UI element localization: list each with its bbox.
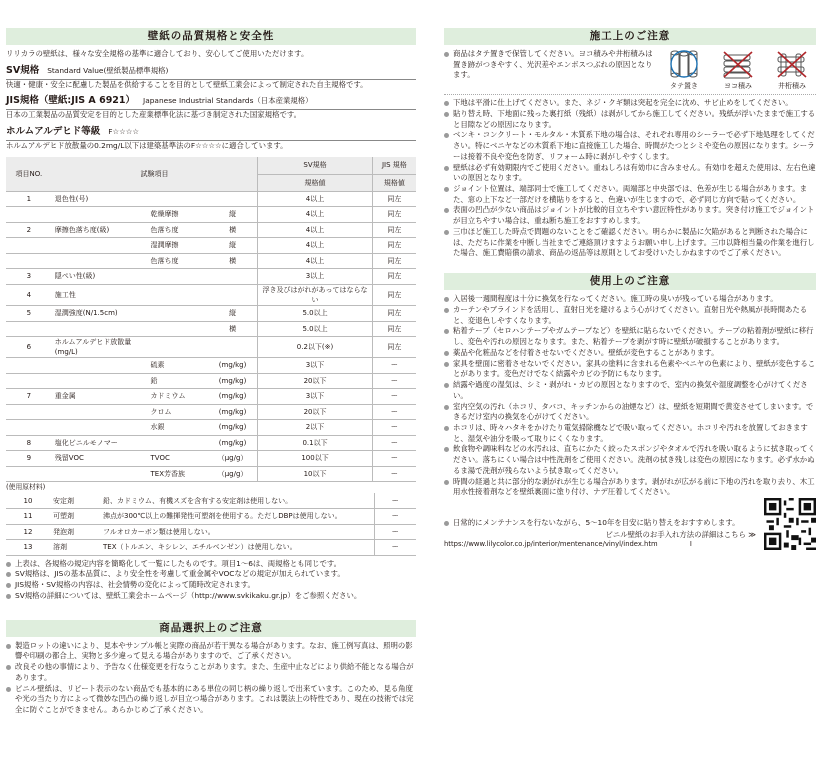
cell-jis: 同左	[372, 306, 416, 322]
materials-table	[6, 493, 416, 556]
table-row	[6, 269, 416, 285]
cell-no	[6, 321, 52, 337]
formaldehyde-heading-label: ホルムアルデヒド等級	[6, 125, 101, 137]
left-column	[6, 28, 416, 716]
note-item: SV規格の詳細については、壁紙工業会ホームページ（http://www.svkikaku.gr.jp）をご参照ください。	[6, 591, 416, 602]
cell-jis: ー	[372, 404, 416, 420]
cell-jis: ー	[374, 509, 416, 525]
header-jis: JIS 規格	[372, 157, 416, 174]
construction-item: ジョイント位置は、端部同士で施工してください。両端部と中央部では、色差が生じる場合があります。また、窓の上下など一部だけを横貼りをすると、色違いが生じますので、必ず同じ方向で貼ってください。	[444, 184, 816, 205]
cell-sub: 水銀	[148, 420, 208, 436]
usage-item: 飲食物や調味料などの水汚れは、直ちにかたく絞ったスポンジやタオルで汚れを吸い取るように拭き取ってください。落ちにくい場合は中性洗剤をご使用ください。洗剤の拭き残しは変色の原因になります。必ず水かぬるま湯で洗剤が残らないよう拭き取ってください。	[444, 444, 816, 476]
cell-sv: 20以下	[258, 373, 372, 389]
construction-item: 三巾ほど施工した時点で問題のないことをご確認ください。明らかに製品に欠陥があると判断された場合には、ただちに作業を中断し当社までご連絡頂けますようお願い申し上げます。三巾以降相当量の作業を進行した場合、施工費賠償の請求、商品の返品等は原則としてお受けいたしかねますのでご了承ください。	[444, 227, 816, 259]
jis-text: 日本の工業製品の品質安定を目的とした産業標準化法に基づき制定された国家規格です。	[6, 110, 302, 119]
cell-jis: ー	[372, 451, 416, 467]
cell-unit: (mg/kg)	[208, 404, 258, 420]
material-row	[6, 540, 416, 556]
cell-jis: 同左	[372, 253, 416, 269]
maintenance-link-url[interactable]: https://www.lilycolor.co.jp/interior/mentenance/vinyl/index.htm	[444, 540, 658, 549]
table-row	[6, 253, 416, 269]
quality-section-title: 壁紙の品質規格と安全性	[6, 28, 416, 45]
maintenance-block	[444, 498, 816, 550]
cell-no: 3	[6, 269, 52, 285]
jis-heading-label: JIS規格（壁紙:JIS A 6921）	[6, 95, 136, 107]
cell-item: 退色性(号)	[52, 191, 148, 207]
cell-sv: 10以下	[258, 466, 372, 482]
cell-item: 発泡剤	[50, 524, 100, 540]
cell-jis: ー	[374, 524, 416, 540]
note-item: 上表は、各規格の規定内容を簡略化して一覧にしたものです。項目1〜6は、両規格とも同じです。	[6, 559, 416, 570]
cell-rule: TEX（トルエン、キシレン、エチルベンゼン）は使用しない。	[100, 540, 374, 556]
cell-item: 残留VOC	[52, 451, 148, 467]
cell-item	[52, 373, 148, 389]
cell-sv: 4以上	[258, 191, 372, 207]
cell-unit: 縦	[208, 238, 258, 254]
cell-jis: ー	[372, 466, 416, 482]
usage-item: 薬品や化粧品などを付着させないでください。壁紙が変色することがあります。	[444, 348, 816, 359]
usage-list	[444, 294, 816, 498]
storage-text: 商品はタテ置きで保管してください。ヨコ積みや井桁積みは置き跡がつきやすく、光沢差やエンボスつぶれの原因となります。	[444, 49, 654, 91]
header-sv: SV規格	[258, 157, 372, 174]
header-item-no: 項目NO.	[6, 157, 52, 191]
cell-sv: 4以上	[258, 238, 372, 254]
cell-item: 湿潤強度(N/1.5cm)	[52, 306, 148, 322]
spec-table-header-row	[6, 157, 416, 174]
construction-item: 下地は平滑に仕上げてください。また、ネジ・クギ類は突起を完全に沈め、サビ止めをしてください。	[444, 98, 816, 109]
selection-section-title: 商品選択上のご注意	[6, 620, 416, 637]
cell-item: ホルムアルデヒド放散量(mg/L)	[52, 337, 148, 358]
cell-item: 重金属	[52, 389, 148, 405]
cell-jis: 同左	[372, 191, 416, 207]
cell-sub	[148, 306, 208, 322]
cell-sv: 5.0以上	[258, 321, 372, 337]
selection-item: 改良その他の事情により、予告なく仕様変更を行なうことがあります。また、生産中止などにより供給不能となる場合があります。	[6, 662, 416, 683]
table-notes	[6, 559, 416, 602]
materials-table-body	[6, 493, 416, 555]
cell-item: 塩化ビニルモノマー	[52, 435, 148, 451]
cell-jis: 同左	[372, 207, 416, 223]
spec-table	[6, 157, 416, 482]
cell-no: 6	[6, 337, 52, 358]
cell-sv: 4以上	[258, 253, 372, 269]
cell-no	[6, 404, 52, 420]
cell-item: 摩擦色落ち度(級)	[52, 222, 148, 238]
intro-text: リリカラの壁紙は、様々な安全規格の基準に適合しており、安心してご使用いただけます。	[6, 49, 309, 58]
horizontal-label: ヨコ積み	[724, 82, 752, 90]
cell-sub	[148, 284, 208, 305]
cell-jis: 同左	[372, 238, 416, 254]
cell-unit: (mg/kg)	[208, 358, 258, 374]
sv-heading-label: SV規格	[6, 64, 40, 76]
table-row	[6, 358, 416, 374]
cell-jis: ー	[372, 389, 416, 405]
cell-no: 5	[6, 306, 52, 322]
cell-no: 9	[6, 451, 52, 467]
cell-sv: 0.1以下	[258, 435, 372, 451]
maintenance-link-label[interactable]: ビニル壁紙のお手入れ方法の詳細はこちら ≫	[605, 529, 756, 539]
usage-item: 入居後一週間程度は十分に換気を行なってください。施工時の臭いが残っている場合があります。	[444, 294, 816, 305]
maintenance-link-row	[444, 540, 756, 550]
crosswise-stack	[772, 49, 812, 91]
usage-item: ホコリは、時々ハタキをかけたり電気掃除機などで吸い取ってください。ホコリや汚れを放置しておきますと、湿気や油分を吸って取りにくくなります。	[444, 423, 816, 444]
note-item: SV規格は、JISの基本品質に、より安全性を考慮して重金属やVOCなどの規定が加えられています。	[6, 569, 416, 580]
selection-item: 製造ロットの違いにより、見本やサンプル帳と実際の商品が若干異なる場合があります。なお、施工例写真は、照明の影響や印刷の都合上、実物と多少違って見える場合がありますので、ご了承ください。	[6, 641, 416, 662]
cell-no	[6, 207, 52, 223]
cell-sv: 3以下	[258, 389, 372, 405]
construction-item: 壁紙は必ず有効期限内でご使用ください。重ねしろは有効巾に含みません。有効巾を超えた使用は、左右色違いの原因となります。	[444, 163, 816, 184]
cell-item: 安定剤	[50, 493, 100, 509]
cell-sv: 浮き及びはがれがあってはならない	[258, 284, 372, 305]
maintenance-text: 日常的にメンテナンスを行ないながら、5〜10年を目安に貼り替えをおすすめします。	[444, 518, 756, 529]
jis-heading	[6, 94, 416, 110]
cell-no: 10	[6, 493, 50, 509]
cell-no: 11	[6, 509, 50, 525]
cell-no	[6, 253, 52, 269]
cell-item: 施工性	[52, 284, 148, 305]
cell-unit: （μg/g）	[208, 466, 258, 482]
cell-no: 1	[6, 191, 52, 207]
table-row	[6, 451, 416, 467]
cell-sv: 4以上	[258, 207, 372, 223]
construction-list	[444, 98, 816, 259]
qr-code-icon[interactable]	[764, 498, 816, 550]
cell-unit: 横	[208, 222, 258, 238]
table-row	[6, 306, 416, 322]
materials-label: (使用原材料)	[6, 483, 46, 492]
selection-list	[6, 641, 416, 716]
construction-item: ベンキ・コンクリート・モルタル・木質系下地の場合は、それぞれ専用のシーラーで必ず下地処理をしてください。特にベニヤなどの木質系下地に直接施工した場合、時間がたつとシミや変色の原因になります。シーラーは接着不良や変色を防ぎ、リフォーム時に剥がしやすくします。	[444, 130, 816, 162]
cell-sv: 100以下	[258, 451, 372, 467]
cell-unit: (mg/kg)	[208, 389, 258, 405]
cell-sub: TVOC	[148, 451, 208, 467]
cell-rule: 鉛、カドミウム、有機スズを含有する安定剤は使用しない。	[100, 493, 374, 509]
crosswise-label: 井桁積み	[778, 82, 806, 90]
upright-rolls-icon	[667, 49, 701, 79]
cell-no: 2	[6, 222, 52, 238]
table-row	[6, 435, 416, 451]
table-row	[6, 191, 416, 207]
cell-no	[6, 373, 52, 389]
cell-no: 12	[6, 524, 50, 540]
divider	[444, 94, 816, 95]
table-row	[6, 207, 416, 223]
cell-no: 4	[6, 284, 52, 305]
cell-item	[52, 238, 148, 254]
table-row	[6, 238, 416, 254]
cell-sub: 鉛	[148, 373, 208, 389]
header-sv-sub: 規格値	[258, 174, 372, 191]
cell-unit	[208, 284, 258, 305]
cell-unit: (mg/kg)	[208, 373, 258, 389]
cell-jis: 同左	[372, 269, 416, 285]
cell-unit	[208, 191, 258, 207]
cell-item: 可塑剤	[50, 509, 100, 525]
construction-item: 貼り替え時、下地面に残った裏打紙（残紙）は剥がしてから施工してください。残紙が浮いたままで施工すると目隙などの原因になります。	[444, 109, 816, 130]
cell-jis: 同左	[372, 284, 416, 305]
cell-sv: 20以下	[258, 404, 372, 420]
cell-no	[6, 358, 52, 374]
sv-heading-sub: Standard Value(壁紙製品標準規格)	[47, 65, 169, 75]
cell-sub: 硫素	[148, 358, 208, 374]
usage-item: 家具を壁面に密着させないでください。家具の塗料に含まれる色素やベニヤの色素により、壁紙が変色することがあります。変色だけでなく結露やカビの予防にもなります。	[444, 359, 816, 380]
cell-sv: 4以上	[258, 222, 372, 238]
cell-item	[52, 253, 148, 269]
cell-sub	[148, 321, 208, 337]
selection-item: ビニル壁紙は、リピート表示のない商品でも基本的にある単位の同じ柄の繰り返しで出来ています。このため、見る角度や光の当たり方によって微妙な凹凸の繰り返しが目立つ場合があります。これは製法上の特性であり、現在の技術では完全に防ぐことができません。あらかじめご了承ください。	[6, 684, 416, 716]
cell-jis: ー	[372, 373, 416, 389]
cell-unit: (mg/kg)	[208, 435, 258, 451]
storage-block	[444, 49, 816, 91]
horizontal-stack	[718, 49, 758, 91]
cell-no	[6, 420, 52, 436]
cell-item	[52, 358, 148, 374]
right-column	[444, 28, 816, 550]
cell-jis: 同左	[372, 321, 416, 337]
header-jis-sub: 規格値	[372, 174, 416, 191]
cell-sv: 3以下	[258, 358, 372, 374]
cell-sub	[148, 269, 208, 285]
link-bar: I	[689, 540, 692, 549]
formaldehyde-text: ホルムアルデヒド放散量の0.2mg/L以下は建築基準法のF☆☆☆☆に適合しています。	[6, 140, 288, 150]
jis-heading-sub: Japanese Industrial Standards（日本産業規格）	[143, 96, 313, 106]
table-row	[6, 420, 416, 436]
sv-text: 快適・健康・安全に配慮した製品を供給することを目的として壁紙工業会によって制定された自主規格です。	[6, 79, 368, 89]
cell-sub: クロム	[148, 404, 208, 420]
cell-unit	[208, 337, 258, 358]
material-row	[6, 509, 416, 525]
usage-item: 粘着テープ（セロハンテープやガムテープなど）を壁紙に貼らないでください。テープの粘着剤が壁紙に移行し、変色や汚れの原因となります。また、粘着テープを剥がす時に壁紙が破損することがあります。	[444, 326, 816, 347]
table-row	[6, 389, 416, 405]
cell-unit: 横	[208, 321, 258, 337]
header-test-item: 試験項目	[52, 157, 258, 191]
table-row	[6, 222, 416, 238]
cell-sv: 5.0以上	[258, 306, 372, 322]
table-row	[6, 321, 416, 337]
storage-icons	[664, 49, 812, 91]
cell-item	[52, 466, 148, 482]
horizontal-stack-icon	[721, 49, 755, 79]
usage-item: カーテンやブラインドを活用し、直射日光を避けるよう心がけてください。直射日光や熱風が長時間あたると、変退色しやすくなります。	[444, 305, 816, 326]
cell-jis: ー	[372, 420, 416, 436]
cell-sub: 色落ち度	[148, 253, 208, 269]
cell-no: 7	[6, 389, 52, 405]
table-row	[6, 284, 416, 305]
cell-item	[52, 404, 148, 420]
spec-table-body	[6, 191, 416, 482]
usage-section-title: 使用上のご注意	[444, 273, 816, 290]
formaldehyde-heading	[6, 125, 416, 141]
cell-sub: 湿潤摩擦	[148, 238, 208, 254]
cell-no	[6, 466, 52, 482]
table-row	[6, 404, 416, 420]
cell-item: 隠ぺい性(級)	[52, 269, 148, 285]
cell-jis: ー	[374, 493, 416, 509]
table-row	[6, 373, 416, 389]
cell-sv: 0.2以下(※)	[258, 337, 372, 358]
usage-item: 室内空気の汚れ（ホコリ、タバコ、キッチンからの油煙など）は、壁紙を短期間で黄変させてしまいます。できるだけ室内の換気を心がけてください。	[444, 402, 816, 423]
material-row	[6, 524, 416, 540]
cell-unit: (mg/kg)	[208, 420, 258, 436]
cell-rule: 沸点が300℃以上の難揮発性可塑剤を使用する。ただしDBPは使用しない。	[100, 509, 374, 525]
cell-sub: 乾燥摩擦	[148, 207, 208, 223]
cell-unit	[208, 269, 258, 285]
table-row	[6, 337, 416, 358]
cell-sub: TEX芳香族	[148, 466, 208, 482]
cell-unit: （μg/g）	[208, 451, 258, 467]
cell-item	[52, 420, 148, 436]
cell-jis: 同左	[372, 337, 416, 358]
crosswise-stack-icon	[775, 49, 809, 79]
cell-item: 溶剤	[50, 540, 100, 556]
upright-rolls	[664, 49, 704, 91]
cell-item	[52, 207, 148, 223]
material-row	[6, 493, 416, 509]
cell-rule: フルオロカーボン類は使用しない。	[100, 524, 374, 540]
construction-item: 表面の凹凸が少ない商品はジョイントが比較的目立ちやすい意匠特性があります。突き付け施工でジョイントが目立ちやすい場合は、重ね断ち施工をおすすめします。	[444, 205, 816, 226]
cell-sub	[148, 191, 208, 207]
cell-no	[6, 238, 52, 254]
cell-no: 13	[6, 540, 50, 556]
cell-jis: 同左	[372, 222, 416, 238]
cell-jis: ー	[372, 358, 416, 374]
usage-item: 結露や過度の湿気は、シミ・剥がれ・カビの原因となりますので、室内の換気や湿度調整を心がけてください。	[444, 380, 816, 401]
cell-sub: カドミウム	[148, 389, 208, 405]
sv-heading	[6, 64, 416, 80]
cell-sub: 色落ち度	[148, 222, 208, 238]
cell-unit: 縦	[208, 306, 258, 322]
cell-item	[52, 321, 148, 337]
cell-jis: ー	[372, 435, 416, 451]
upright-label: タテ置き	[670, 82, 698, 90]
cell-sv: 2以下	[258, 420, 372, 436]
formaldehyde-grade: F☆☆☆☆	[108, 126, 140, 136]
note-item: JIS規格・SV規格の内容は、社会情勢の変化によって随時改定されます。	[6, 580, 416, 591]
cell-no: 8	[6, 435, 52, 451]
cell-sub	[148, 337, 208, 358]
cell-sub	[148, 435, 208, 451]
cell-unit: 横	[208, 253, 258, 269]
cell-sv: 3以上	[258, 269, 372, 285]
usage-item: 時間の経過と共に部分的な剥がれが生じる場合があります。剥がれが広がる前に下地の汚れを取り去り、木工用水性接着剤などを壁紙裏面に塗り付け、ナデ圧着してください。	[444, 477, 816, 498]
cell-unit: 縦	[208, 207, 258, 223]
construction-section-title: 施工上のご注意	[444, 28, 816, 45]
cell-jis: ー	[374, 540, 416, 556]
table-row	[6, 466, 416, 482]
